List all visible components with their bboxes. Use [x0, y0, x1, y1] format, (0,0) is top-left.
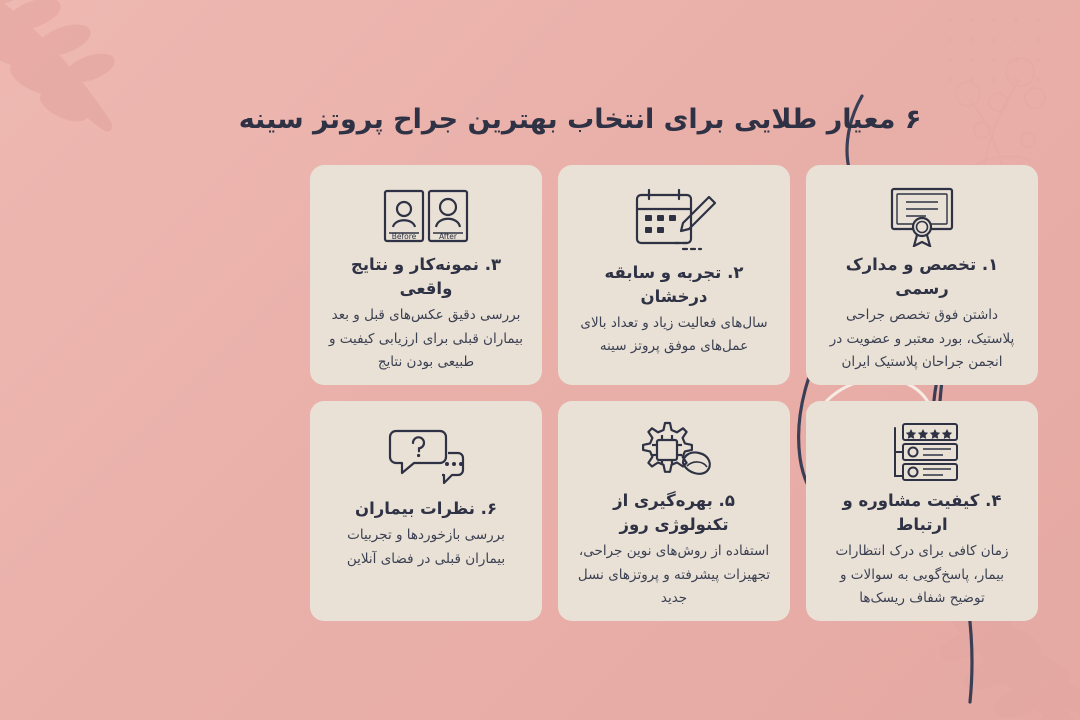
before-label: Before — [391, 232, 417, 242]
criteria-card-6 — [310, 401, 542, 621]
chat-question-icon — [386, 419, 466, 493]
criteria-card-description: زمان کافی برای درک انتظارات بیمار، پاسخ‌گویی به سوالات و توضیح شفاف ریسک‌ها — [835, 543, 1009, 607]
criteria-card-title: ۶. نظرات بیماران — [354, 499, 498, 518]
before-after-photos-icon — [381, 183, 471, 249]
criteria-grid — [290, 165, 1038, 621]
page-title: ۶ معیار طلایی برای انتخاب بهترین جراح پروتز سینه — [238, 104, 922, 135]
criteria-card-2 — [558, 165, 790, 385]
criteria-card-3 — [310, 165, 542, 385]
criteria-card-5 — [558, 401, 790, 621]
criteria-card-description: سال‌های فعالیت زیاد و تعداد بالای عمل‌های موفق پروتز سینه — [580, 314, 768, 355]
gear-chip-icon — [631, 419, 717, 485]
criteria-card-description: بررسی دقیق عکس‌های قبل و بعد بیماران قبلی برای ارزیابی کیفیت و طبیعی بودن نتایج — [328, 307, 523, 371]
criteria-card-title: ۴. کیفیت مشاوره و ارتباط — [842, 491, 1002, 535]
calendar-pen-icon — [631, 183, 717, 257]
review-list-icon — [883, 419, 961, 485]
leaf-decoration-top-left — [0, 0, 220, 220]
criteria-card-description: بررسی بازخوردها و تجربیات بیماران قبلی در فضای آنلاین — [346, 526, 506, 567]
criteria-card-title: ۵. بهره‌گیری از تکنولوژی روز — [613, 491, 735, 535]
criteria-card-title: ۱. تخصص و مدارک رسمی — [845, 255, 999, 299]
criteria-card-description: داشتن فوق تخصص جراحی پلاستیک، بورد معتبر و عضویت در انجمن جراحان پلاستیک ایران — [829, 307, 1015, 371]
dot-grid-decoration — [942, 12, 1062, 102]
criteria-card-4 — [806, 401, 1038, 621]
criteria-card-title: ۲. تجربه و سابقه درخشان — [604, 263, 744, 306]
certificate-icon — [886, 183, 958, 249]
after-label: After — [438, 232, 458, 242]
criteria-card-description: استفاده از روش‌های نوین جراحی، تجهیزات پیشرفته و پروتزهای نسل جدید — [577, 543, 771, 607]
criteria-card-1 — [806, 165, 1038, 385]
criteria-card-title: ۳. نمونه‌کار و نتایج واقعی — [350, 255, 502, 299]
